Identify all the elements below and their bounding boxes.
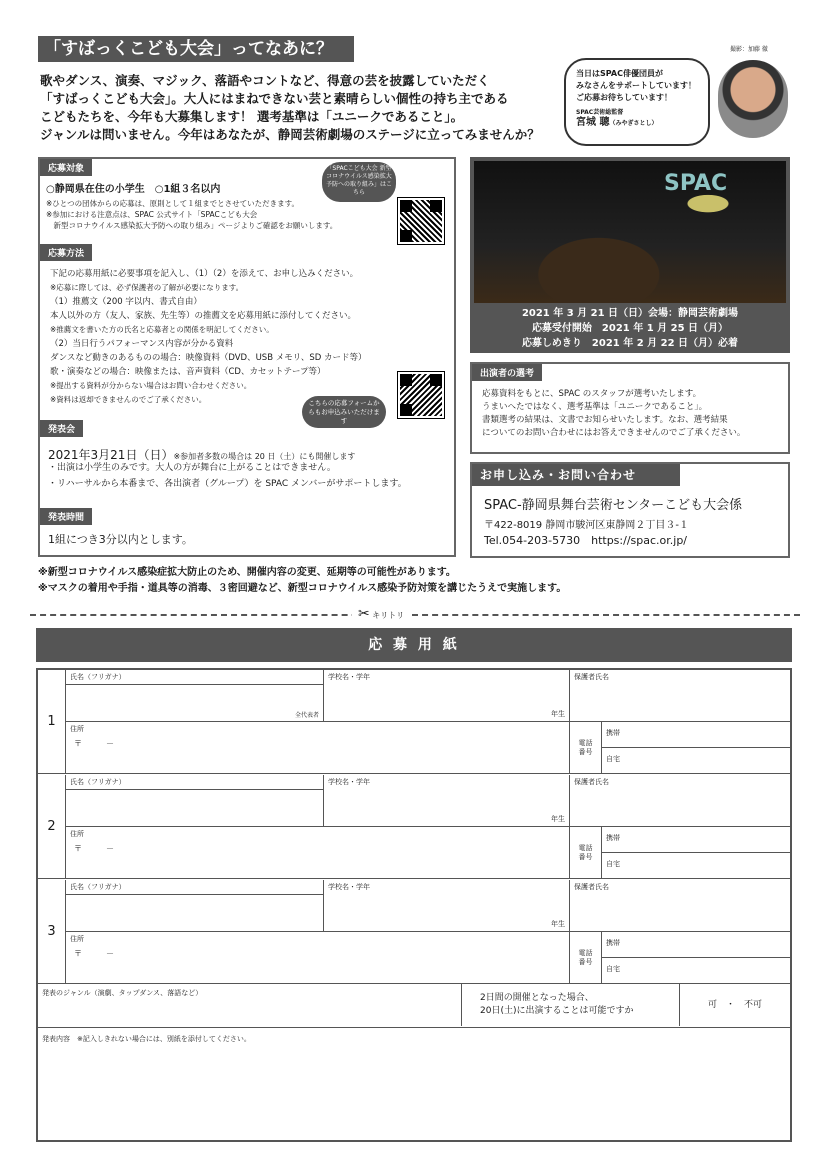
school-cell [324,775,570,827]
time-text: 1組につき3分以内とします。 [48,533,193,546]
phone-label-cell [570,932,602,984]
mobile-cell [602,722,790,748]
school-cell [324,880,570,932]
qr-code-1 [398,198,444,244]
mobile-input[interactable] [632,829,782,849]
method-line: ※推薦文を書いた方の氏名と応募者との関係を明記してください。 [50,325,274,334]
qr-callout-1: 「SPACこども大会 新型コロナウイルス感染拡大予防への取り組み」はこちら [322,162,396,202]
stage-photo [474,161,786,303]
note-line: 新型コロナウイルス感染拡大予防への取り組み」ページよりご確認をお願いします。 [46,221,338,230]
furigana-divider [66,894,323,895]
name-input[interactable] [70,686,318,706]
speaker-role: SPAC芸術総監督 [576,109,624,116]
speaker-name: 宮城 聰 [576,117,610,128]
eligibility-notes [46,198,396,231]
postal-label: 〒 － [74,844,114,853]
mobile-label: 携帯 [606,729,620,737]
intro-title: 「すばっくこども大会」ってなあに？ [38,36,354,62]
contact-org: SPAC-静岡県舞台芸術センターこども大会係 [484,498,743,513]
applicant-row [38,775,790,879]
method-line: 本人以外の方（友人、家族、先生等）の推薦文を応募用紙に添付してください。 [50,311,357,321]
contact-address: 〒422-8019 静岡市駿河区東静岡２丁目３-１ [484,520,689,531]
school-input[interactable] [328,684,528,714]
guardian-label: 保護者氏名 [574,673,609,681]
content-row [38,1028,790,1140]
speaker-photo [718,60,788,138]
selection-line: 応募資料をもとに、SPAC のスタッフが選考いたします。 [482,389,702,399]
qr-code-2 [398,372,444,418]
address-input[interactable] [146,734,556,766]
guardian-cell [570,670,790,722]
intro-text [40,72,560,144]
selection-line: 書類選考の結果は、文書でお知らせいたします。なお、選考結果 [482,415,728,425]
event-note: ・リハーサルから本番まで、各出演者（グループ）を SPAC メンバーがサポートします。 [48,479,407,489]
intro-line: ジャンルは問いません。今年はあなたが、静岡芸術劇場のステージに立ってみませんか？ [40,127,540,142]
method-line: 歌・演奏などの場合：映像または、音声資料（CD、カセットテープ等） [50,367,326,377]
warning-line: ※マスクの着用や手指・道具等の消毒、３密回避など、新型コロナウイルス感染予防対策を講じたうえで実施します。 [38,583,567,594]
applicant-row [38,670,790,774]
guardian-input[interactable] [574,684,784,714]
contact-label: お申し込み・お問い合わせ [472,464,680,486]
name-label: 氏名（フリガナ） [70,778,126,786]
method-label: 応募方法 [40,244,92,261]
photo-credit: 撮影：加藤 徹 [730,46,768,53]
postal-label: 〒 － [74,949,114,958]
eligibility-label: 応募対象 [40,159,92,176]
school-cell [324,670,570,722]
method-line: （2）当日行うパフォーマンス内容が分かる資料 [50,339,234,349]
warning-line: ※新型コロナウイルス感染症拡大防止のため、開催内容の変更、延期等の可能性があります。 [38,567,456,578]
qr-callout-2: こちらの応募フォームからもお申込みいただけます [302,396,386,428]
school-label: 学校名・学年 [328,673,370,681]
home-label: 自宅 [606,965,620,973]
name-label: 氏名（フリガナ） [70,673,126,681]
school-label: 学校名・学年 [328,883,370,891]
mobile-label: 携帯 [606,939,620,947]
method-line: 下記の応募用紙に必要事項を記入し、（1）（2）を添えて、お申し込みください。 [50,269,359,279]
row-number: 2 [38,775,66,879]
contact-tel: Tel.054-203-5730 https://spac.or.jp/ [484,534,688,547]
mobile-input[interactable] [632,724,782,744]
guardian-label: 保護者氏名 [574,883,609,891]
selection-line: についてのお問い合わせにはお答えできませんのでご了承ください。 [482,428,746,438]
intro-line: 歌やダンス、演奏、マジック、落語やコントなど、得意の芸を披露していただく [40,73,490,88]
speech-line: 当日はSPAC俳優団員が [576,69,663,78]
event-label: 発表会 [40,420,83,437]
row-number: 1 [38,670,66,774]
answer-option[interactable]: 可 ・ 不可 [707,1000,762,1010]
mobile-cell [602,932,790,958]
phone-label: 電話番号 [578,843,593,861]
cut-label [352,606,410,622]
guardian-label: 保護者氏名 [574,778,609,786]
row-number: 3 [38,880,66,984]
method-line: ※応募に際しては、必ず保護者の了解が必要になります。 [50,283,244,292]
eligibility-main: ○静岡県在住の小学生 ○1組３名以内 [46,184,221,195]
guardian-cell [570,775,790,827]
applicant-row [38,880,790,984]
selection-text [482,388,782,440]
school-input[interactable] [328,894,528,924]
address-input[interactable] [146,839,556,871]
content-input[interactable] [42,1048,782,1134]
furigana-divider [66,684,323,685]
content-label: 発表内容 ※記入しきれない場合には、別紙を添付してください。 [42,1035,251,1043]
home-cell [602,853,790,879]
home-label: 自宅 [606,755,620,763]
mobile-input[interactable] [632,934,782,954]
question-cell [462,984,680,1026]
event-date-row [48,444,448,463]
address-label: 住所 [70,725,84,733]
event-note: ・出演は小学生のみです。大人の方が舞台に上がることはできません。 [48,463,336,473]
question-line: 2日間の開催となった場合、 [480,993,594,1003]
guardian-cell [570,880,790,932]
phone-label: 電話番号 [578,738,593,756]
guardian-input[interactable] [574,894,784,924]
phone-label: 電話番号 [578,948,593,966]
phone-label-cell [570,827,602,879]
event-date: 2021年3月21日（日） [48,448,174,462]
warnings [38,565,808,597]
event-notes [48,462,448,491]
home-cell [602,748,790,774]
address-label: 住所 [70,935,84,943]
intro-line: こどもたちを、今年も大募集します！ 選考基準は「ユニークであること」。 [40,109,464,124]
intro-line: 「すばっくこども大会」。大人にはまねできない芸と素晴らしい個性の持ち主である [40,91,509,106]
name-input[interactable] [70,896,318,916]
method-line: ダンスなど動きのあるものの場合：映像資料（DVD、USB メモリ、SD カード等） [50,353,367,363]
speaker-kana: （みやぎさとし） [609,120,658,127]
mobile-cell [602,827,790,853]
stage-sign: SPAC [664,171,728,196]
address-cell [66,932,570,984]
home-cell [602,958,790,984]
selection-label: 出演者の選考 [472,364,542,381]
home-input[interactable] [632,750,782,770]
postal-label: 〒 － [74,739,114,748]
grade-label: 年生 [551,920,565,928]
question-line: 20日(土)に出演することは可能ですか [480,1006,634,1016]
method-text [50,267,445,407]
dates-text [474,306,786,351]
school-label: 学校名・学年 [328,778,370,786]
genre-label: 発表のジャンル（演劇、タップダンス、落語など） [42,989,203,997]
genre-input[interactable] [42,1000,456,1022]
method-line: ※提出する資料が分からない場合はお問い合わせください。 [50,381,252,390]
time-label: 発表時間 [40,508,92,525]
speech-line: みなさんをサポートしています！ [576,81,696,90]
open-date-line: 応募受付開始 2021 年 1 月 25 日（月） [531,323,729,334]
guardian-input[interactable] [574,789,784,819]
furigana-divider [66,789,323,790]
home-input[interactable] [632,960,782,980]
grade-label: 年生 [551,710,565,718]
phone-label-cell [570,722,602,774]
school-input[interactable] [328,789,528,819]
method-line: ※資料は返却できませんのでご了承ください。 [50,395,207,404]
mobile-label: 携帯 [606,834,620,842]
method-line: （1）推薦文（200 字以内、書式自由） [50,297,202,307]
speech-bubble [564,58,710,146]
grade-label: 年生 [551,815,565,823]
genre-row [38,984,790,1028]
scissors-icon: ✂ [358,606,370,622]
home-label: 自宅 [606,860,620,868]
form-title: 応 募 用 紙 [36,628,792,662]
name-input[interactable] [70,791,318,811]
note-line: ※参加における注意点は、SPAC 公式サイト「SPACこども大会 [46,210,258,219]
name-cell [66,880,324,932]
selection-line: うまいへたではなく、選考基準は「ユニークであること」。 [482,402,708,412]
address-label: 住所 [70,830,84,838]
home-input[interactable] [632,855,782,875]
name-cell [66,670,324,722]
cut-line [30,614,800,616]
name-label: 氏名（フリガナ） [70,883,126,891]
genre-cell [38,984,462,1026]
note-line: ※ひとつの団体からの応募は、原則として１組までとさせていただきます。 [46,199,300,208]
cut-label-text: キリトリ [372,611,405,620]
event-date-line: 2021 年 3 月 21 日（日）会場：静岡芸術劇場 [521,308,739,319]
address-input[interactable] [146,944,556,976]
speech-line: ご応募お待ちしています！ [576,93,672,102]
rep-label: 全代表者 [294,712,319,719]
event-date-note: ※参加者多数の場合は 20 日（土）にも開催します [173,452,356,461]
address-cell [66,827,570,879]
address-cell [66,722,570,774]
deadline-line: 応募しめきり 2021 年 2 月 22 日（月）必着 [521,338,739,349]
name-cell [66,775,324,827]
